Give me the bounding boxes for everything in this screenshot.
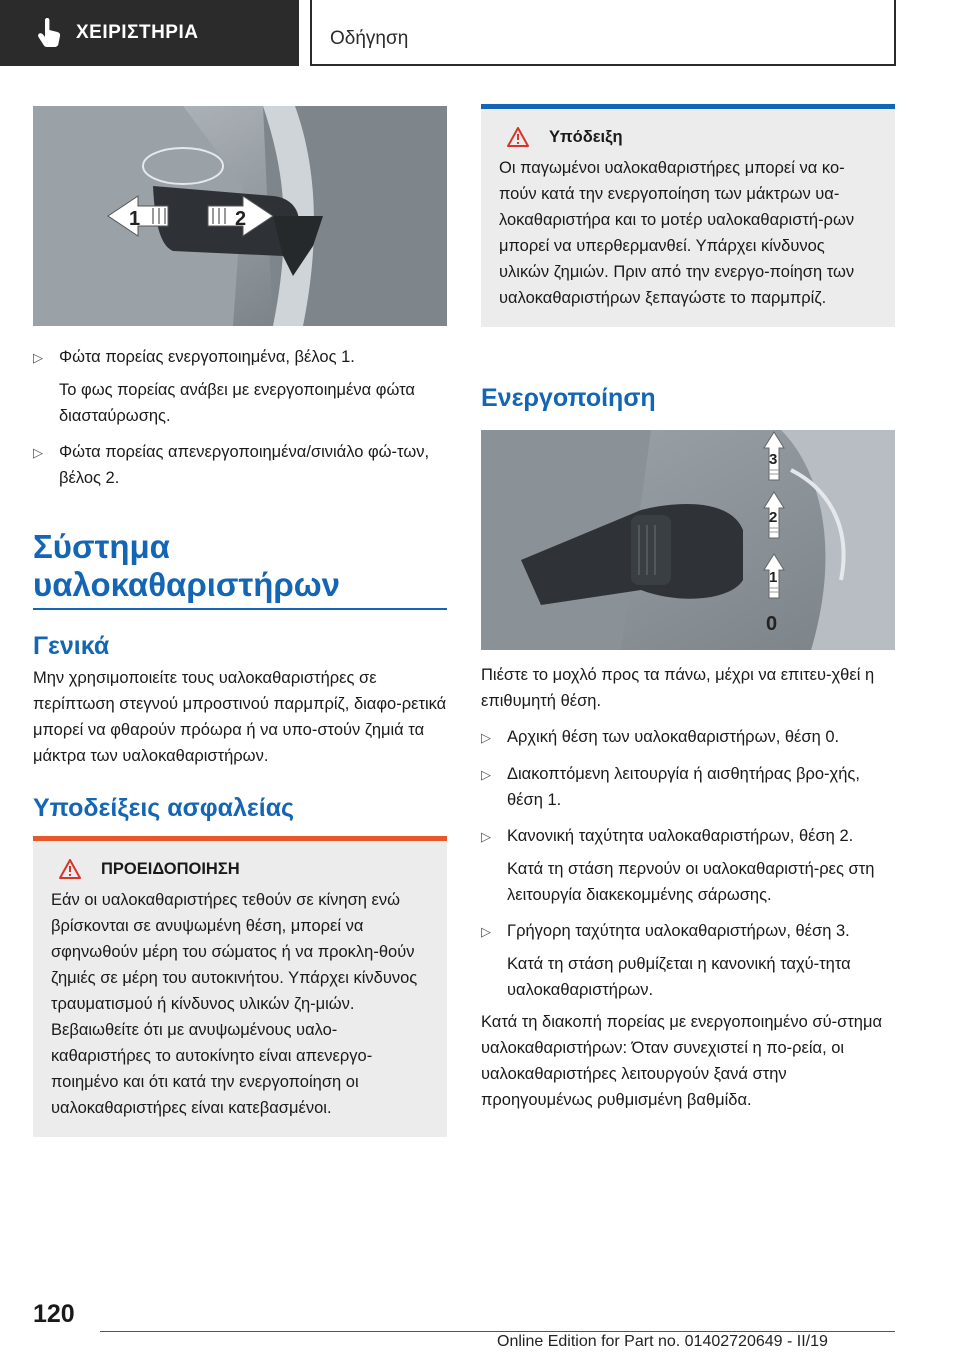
list-item: ▷ Φώτα πορείας απενεργοποιημένα/σινιάλο φώ-των, βέλος 2.: [33, 439, 447, 491]
figure2-label-1: 1: [769, 569, 778, 586]
wiper-heading-block: [33, 528, 447, 610]
figure1-label-2: 2: [235, 208, 247, 230]
triangle-bullet-icon: ▷: [481, 767, 491, 782]
list-item: ▷ Φώτα πορείας ενεργοποιημένα, βέλος 1.: [33, 344, 447, 371]
page-number: 120: [33, 1300, 75, 1328]
footer-divider: [100, 1331, 895, 1332]
activation-content: [481, 662, 895, 1113]
list-item-detail: Το φως πορείας ανάβει με ενεργοποιημένα φώτα διασταύρωσης.: [59, 381, 415, 425]
list-item-detail: Κατά τη στάση περνούν οι υαλοκαθαριστή-ρες στη λειτουργία διακεκομμένης σάρωσης.: [507, 860, 875, 904]
section-title: Οδήγηση: [330, 28, 409, 49]
note-title: Υπόδειξη: [549, 127, 623, 146]
list-item: ▷ Διακοπτόμενη λειτουργία ή αισθητήρας βρο-χής, θέση 1.: [481, 761, 895, 813]
chapter-header: [0, 0, 299, 66]
note-text: Οι παγωμένοι υαλοκαθαριστήρες μπορεί να κο-πούν κατά την ενεργοποίηση των μάκτρων υα-λοκαθαριστήρα και το μοτέρ υαλοκαθαριστή-ρων μπορεί να υπερθερμανθεί. Υπάρχει κίνδυνος υλικών ζημιών. Πριν από την ενεργο-ποίηση των υαλοκαθαριστήρων ξεπαγώστε το παρμπρίζ.: [499, 159, 855, 307]
warning-box: [33, 836, 447, 1137]
caution-triangle-icon: [507, 127, 529, 147]
note-box: [481, 104, 895, 327]
safety-section: [33, 794, 447, 823]
list-item: ▷ Γρήγορη ταχύτητα υαλοκαθαριστήρων, θέση 3.: [481, 918, 895, 945]
light-switch-figure: [33, 106, 447, 326]
section-header: [310, 0, 896, 66]
triangle-bullet-icon: ▷: [33, 350, 43, 365]
wiper-lever-figure: [481, 430, 895, 650]
hand-pointer-icon: [36, 18, 62, 48]
closing-paragraph: Κατά τη διακοπή πορείας με ενεργοποιημένο σύ-στημα υαλοκαθαριστήρων: Όταν συνεχιστεί η πο-ρεία, οι υαλοκαθαριστήρες λειτουργούν ξανά στην προηγουμένως ρυθμισμένη βαθμίδα.: [481, 1013, 883, 1109]
warning-title: ΠΡΟΕΙΔΟΠΟΙΗΣΗ: [101, 859, 240, 878]
section-heading-activation: Ενεργοποίηση: [481, 384, 656, 412]
list-item: ▷ Κανονική ταχύτητα υαλοκαθαριστήρων, θέση 2.: [481, 823, 895, 850]
list-item: ▷ Αρχική θέση των υαλοκαθαριστήρων, θέση 0.: [481, 724, 895, 751]
general-paragraph: Μην χρησιμοποιείτε τους υαλοκαθαριστήρες σε περίπτωση στεγνού μπροστινού παρμπρίζ, διαφο-ρετικά μπορεί να φθαρούν πρόωρα ή να υπο-στούν ζημιά τα μάκτρα των υαλοκαθαριστήρων.: [33, 669, 447, 765]
warning-triangle-icon: [59, 859, 81, 879]
triangle-bullet-icon: ▷: [481, 829, 491, 844]
figure2-label-0: 0: [766, 613, 778, 635]
triangle-bullet-icon: ▷: [481, 924, 491, 939]
chapter-title: ΧΕΙΡΙΣΤΗΡΙΑ: [76, 22, 199, 43]
activation-intro: Πιέστε το μοχλό προς τα πάνω, μέχρι να επιτευ-χθεί η επιθυμητή θέση.: [481, 666, 875, 710]
page-heading: Σύστημα υαλοκαθαριστήρων: [33, 528, 341, 603]
left-column: [33, 106, 447, 491]
list-item-detail: Κατά τη στάση ρυθμίζεται η κανονική ταχύ-τητα υαλοκαθαριστήρων.: [507, 955, 851, 999]
activation-section: [481, 384, 895, 413]
edition-text: Online Edition for Part no. 01402720649 - II/19: [497, 1333, 828, 1350]
triangle-bullet-icon: ▷: [33, 445, 43, 460]
general-section: [33, 632, 447, 769]
triangle-bullet-icon: ▷: [481, 730, 491, 745]
section-heading-safety: Υποδείξεις ασφαλείας: [33, 794, 295, 822]
figure1-label-1: 1: [129, 208, 141, 230]
figure2-label-2: 2: [769, 509, 778, 526]
figure2-label-3: 3: [769, 451, 778, 468]
section-heading-general: Γενικά: [33, 632, 110, 660]
warning-text: Εάν οι υαλοκαθαριστήρες τεθούν σε κίνηση ενώ βρίσκονται σε ανυψωμένη θέση, μπορεί να σφηνωθούν μέρη του σώματος ή να προκλη-θούν ζημιές σε μέρη του αυτοκινήτου. Υπάρχει κίνδυνος τραυματισμού ή κίνδυνος υλικών ζη-μιών. Βεβαιωθείτε ότι με ανυψωμένους υαλο-καθαριστήρες το αυτοκίνητο είναι απενεργο-ποιημένο και ότι κατά την ενεργοποίηση οι υαλοκαθαριστήρες είναι κατεβασμένοι.: [51, 891, 418, 1117]
heading-divider: [33, 608, 447, 610]
